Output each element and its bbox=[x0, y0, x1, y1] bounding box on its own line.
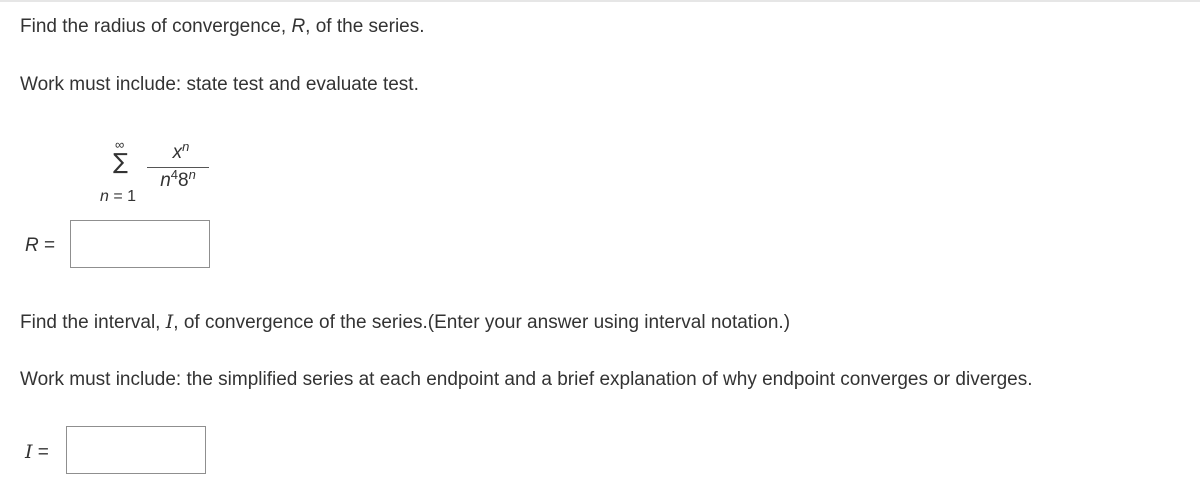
fraction-bar bbox=[147, 167, 209, 168]
radius-answer-variable: R bbox=[25, 235, 39, 256]
fraction-numerator bbox=[147, 139, 209, 164]
radius-answer-equals: = bbox=[38, 235, 56, 256]
sum-lower-limit bbox=[100, 188, 136, 206]
question-interval-prefix: Find the interval, bbox=[20, 312, 166, 333]
radius-answer-label bbox=[25, 234, 55, 258]
fraction-denominator bbox=[147, 167, 209, 192]
numerator-exponent: n bbox=[182, 139, 190, 154]
denominator-base-n: n bbox=[160, 170, 171, 191]
series-expression bbox=[95, 138, 225, 210]
question-radius bbox=[20, 15, 425, 39]
interval-answer-input[interactable] bbox=[66, 426, 206, 474]
top-divider bbox=[0, 0, 1200, 2]
sum-lower-value: 1 bbox=[127, 188, 137, 205]
sum-index: n bbox=[100, 188, 109, 205]
radius-variable: R bbox=[291, 16, 306, 37]
denominator-base-8: 8 bbox=[178, 170, 189, 191]
interval-answer-equals: = bbox=[32, 442, 49, 463]
interval-answer-label bbox=[25, 440, 49, 465]
work-requirement-interval: Work must include: the simplified series at each endpoint and a brief explanation of why endpoint converges or diverges. bbox=[20, 369, 1033, 390]
radius-answer-input[interactable] bbox=[70, 220, 210, 268]
question-interval bbox=[20, 310, 790, 335]
sum-lower-equals: = bbox=[108, 188, 128, 205]
denominator-exponent-n: n bbox=[188, 167, 196, 182]
denominator-exponent-4: 4 bbox=[170, 167, 178, 182]
interval-variable: I bbox=[165, 311, 174, 333]
work-requirement-radius: Work must include: state test and evaluate test. bbox=[20, 74, 419, 95]
interval-answer-variable: I bbox=[25, 441, 33, 463]
series-fraction bbox=[147, 139, 209, 192]
question-radius-prefix: Find the radius of convergence, bbox=[20, 16, 292, 37]
question-interval-suffix: , of convergence of the series.(Enter your answer using interval notation.) bbox=[173, 312, 791, 333]
question-radius-suffix: , of the series. bbox=[305, 16, 425, 37]
numerator-base: x bbox=[172, 142, 183, 163]
sum-upper-limit: ∞ bbox=[115, 137, 125, 152]
sigma-symbol: ∑ bbox=[113, 150, 128, 175]
